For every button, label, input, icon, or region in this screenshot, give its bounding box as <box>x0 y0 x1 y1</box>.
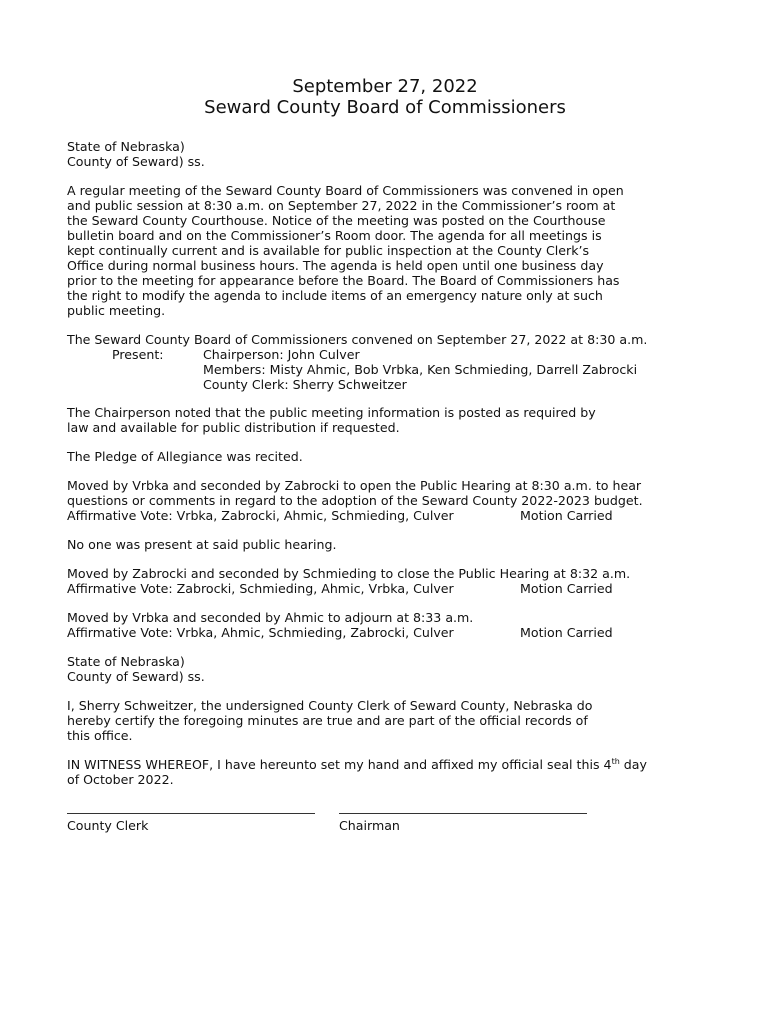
venue-county: County of Seward) ss. <box>67 669 205 684</box>
motion-result: Motion Carried <box>520 508 613 523</box>
venue-state: State of Nebraska) <box>67 654 185 669</box>
intro-line: Office during normal business hours. The agenda is held open until one business day <box>67 258 604 273</box>
motion-result: Motion Carried <box>520 625 613 640</box>
venue-county: County of Seward) ss. <box>67 154 205 169</box>
pledge-line: The Pledge of Allegiance was recited. <box>67 449 303 464</box>
affirmative-vote: Affirmative Vote: Vrbka, Ahmic, Schmieding, Zabrocki, Culver <box>67 625 454 640</box>
certify-line: I, Sherry Schweitzer, the undersigned County Clerk of Seward County, Nebraska do <box>67 698 593 713</box>
affirmative-vote: Affirmative Vote: Zabrocki, Schmieding, Ahmic, Vrbka, Culver <box>67 581 454 596</box>
no-one-line: No one was present at said public hearing. <box>67 537 337 552</box>
convened-line: The Seward County Board of Commissioners convened on September 27, 2022 at 8:30 a.m. <box>67 332 648 347</box>
county-clerk-present: County Clerk: Sherry Schweitzer <box>203 377 407 392</box>
witness-line: of October 2022. <box>67 772 174 787</box>
witness-line <box>67 757 707 772</box>
motion-line: questions or comments in regard to the adoption of the Seward County 2022-2023 budget. <box>67 493 643 508</box>
motion-open-hearing <box>67 478 707 523</box>
certify-line: hereby certify the foregoing minutes are true and are part of the official records of <box>67 713 588 728</box>
venue-state: State of Nebraska) <box>67 139 185 154</box>
ordinal-suffix: th <box>611 756 620 766</box>
chairman-label: Chairman <box>339 818 400 833</box>
intro-line: prior to the meeting for appearance before the Board. The Board of Commissioners has <box>67 273 620 288</box>
intro-line: the Seward County Courthouse. Notice of the meeting was posted on the Courthouse <box>67 213 606 228</box>
intro-line: public meeting. <box>67 303 166 318</box>
witness-text-end: day <box>619 757 647 772</box>
no-one-paragraph <box>67 537 707 552</box>
intro-paragraph <box>67 183 707 318</box>
pledge-paragraph <box>67 449 707 464</box>
board-title: Seward County Board of Commissioners <box>204 97 566 118</box>
intro-line: kept continually current and is available for public inspection at the County Clerk’s <box>67 243 590 258</box>
chairman-signature-line <box>339 813 587 814</box>
intro-line: bulletin board and on the Commissioner’s Room door. The agenda for all meetings is <box>67 228 602 243</box>
intro-line: the right to modify the agenda to include items of an emergency nature only at such <box>67 288 603 303</box>
meeting-date-title: September 27, 2022 <box>292 76 478 97</box>
notice-line: law and available for public distribution if requested. <box>67 420 400 435</box>
venue-block-1 <box>67 139 707 169</box>
intro-line: A regular meeting of the Seward County Board of Commissioners was convened in open <box>67 183 624 198</box>
motion-line: Moved by Zabrocki and seconded by Schmieding to close the Public Hearing at 8:32 a.m. <box>67 566 631 581</box>
county-clerk-label: County Clerk <box>67 818 149 833</box>
motion-line: Moved by Vrbka and seconded by Zabrocki to open the Public Hearing at 8:30 a.m. to hear <box>67 478 642 493</box>
members-list: Members: Misty Ahmic, Bob Vrbka, Ken Schmieding, Darrell Zabrocki <box>203 362 638 377</box>
witness-paragraph <box>67 757 707 787</box>
present-label: Present: <box>112 347 164 362</box>
chairperson: Chairperson: John Culver <box>203 347 360 362</box>
notice-line: The Chairperson noted that the public meeting information is posted as required by <box>67 405 596 420</box>
motion-adjourn <box>67 610 707 640</box>
certify-line: this office. <box>67 728 133 743</box>
motion-line: Moved by Vrbka and seconded by Ahmic to adjourn at 8:33 a.m. <box>67 610 474 625</box>
notice-paragraph <box>67 405 707 435</box>
county-clerk-signature-line <box>67 813 315 814</box>
motion-close-hearing <box>67 566 707 596</box>
affirmative-vote: Affirmative Vote: Vrbka, Zabrocki, Ahmic, Schmieding, Culver <box>67 508 454 523</box>
witness-text: IN WITNESS WHEREOF, I have hereunto set my hand and affixed my official seal this 4 <box>67 757 612 772</box>
convened-block <box>67 332 707 392</box>
intro-line: and public session at 8:30 a.m. on September 27, 2022 in the Commissioner’s room at <box>67 198 616 213</box>
venue-block-2 <box>67 654 707 684</box>
certify-paragraph <box>67 698 707 743</box>
motion-result: Motion Carried <box>520 581 613 596</box>
